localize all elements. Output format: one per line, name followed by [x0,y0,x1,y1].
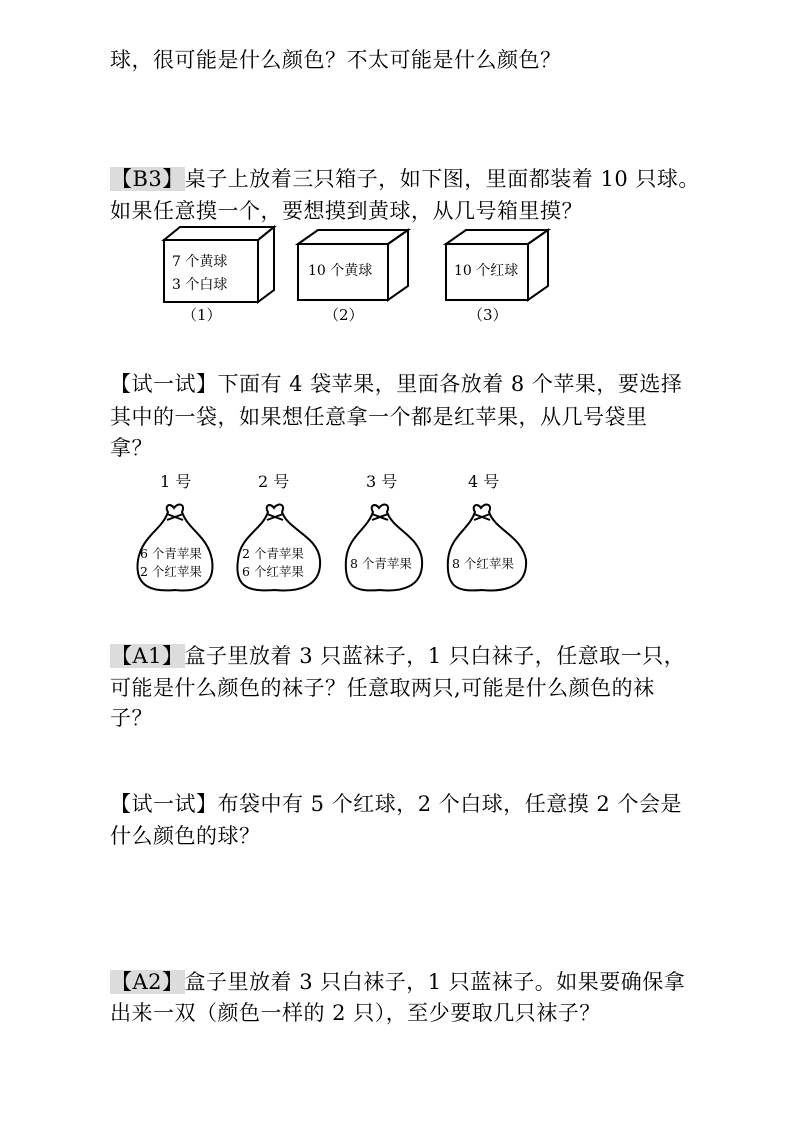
box-1 [164,227,274,324]
box-3-line1: 10 个红球 [454,263,519,279]
question-tag-a1: 【A1】 [111,644,184,668]
question-b3-line2: 如果任意摸一个，要想摸到黄球，从几号箱里摸？ [110,199,583,223]
bag-1 [137,472,212,590]
bag-4-line1: 8 个红苹果 [452,556,514,571]
question-a2-line2: 出来一双（颜色一样的 2 只），至少要取几只袜子？ [110,1001,601,1025]
box-3 [446,230,548,324]
box-1-label: （1） [182,306,222,324]
box-2-label: （2） [324,306,364,324]
bag-1-line1: 6 个青苹果 [140,546,202,561]
question-continuation: 球，很可能是什么颜色？不太可能是什么颜色？ [110,48,562,72]
box-2 [298,230,408,324]
bag-4-number: 4 号 [468,472,500,491]
question-b3-line1 [110,163,700,195]
box-1-line2: 3 个白球 [172,277,228,293]
question-a1-line3: 子？ [110,706,153,730]
question-tag-b3: 【B3】 [111,167,184,191]
bags-figure [130,470,540,600]
question-tag-a2: 【A2】 [111,970,184,994]
question-try1-line2: 其中的一袋，如果想任意拿一个都是红苹果，从几号袋里 [110,405,648,429]
question-a1-line2: 可能是什么颜色的袜子？任意取两只,可能是什么颜色的袜 [110,676,655,700]
boxes-figure [140,222,560,328]
question-try2-line1: 【试一试】布袋中有 5 个红球，2 个白球，任意摸 2 个会是 [110,792,682,816]
bag-2-number: 2 号 [258,472,290,491]
question-try1-line1: 【试一试】下面有 4 袋苹果，里面各放着 8 个苹果，要选择 [110,372,683,396]
bag-1-number: 1 号 [160,472,192,491]
question-a1-text: 盒子里放着 3 只蓝袜子，1 只白袜子，任意取一只， [184,644,686,668]
question-try2-line2: 什么颜色的球？ [110,824,261,848]
bag-2 [237,472,320,590]
question-b3-text: 桌子上放着三只箱子，如下图，里面都装着 10 只球。 [184,167,700,191]
question-a2-text: 盒子里放着 3 只白袜子，1 只蓝袜子。如果要确保拿 [184,970,686,994]
bag-3 [346,472,422,590]
box-1-line1: 7 个黄球 [172,254,228,270]
box-3-label: （3） [468,306,508,324]
question-try1-line3: 拿？ [110,436,153,460]
question-a1-line1 [110,640,685,672]
bag-2-line2: 6 个红苹果 [242,564,304,579]
question-a2-line1 [110,966,685,998]
box-2-line1: 10 个黄球 [308,263,373,279]
bag-3-number: 3 号 [366,472,398,491]
bag-3-line1: 8 个青苹果 [350,556,412,571]
bag-2-line1: 2 个青苹果 [242,546,304,561]
bag-4 [448,472,526,590]
bag-1-line2: 2 个红苹果 [140,564,202,579]
